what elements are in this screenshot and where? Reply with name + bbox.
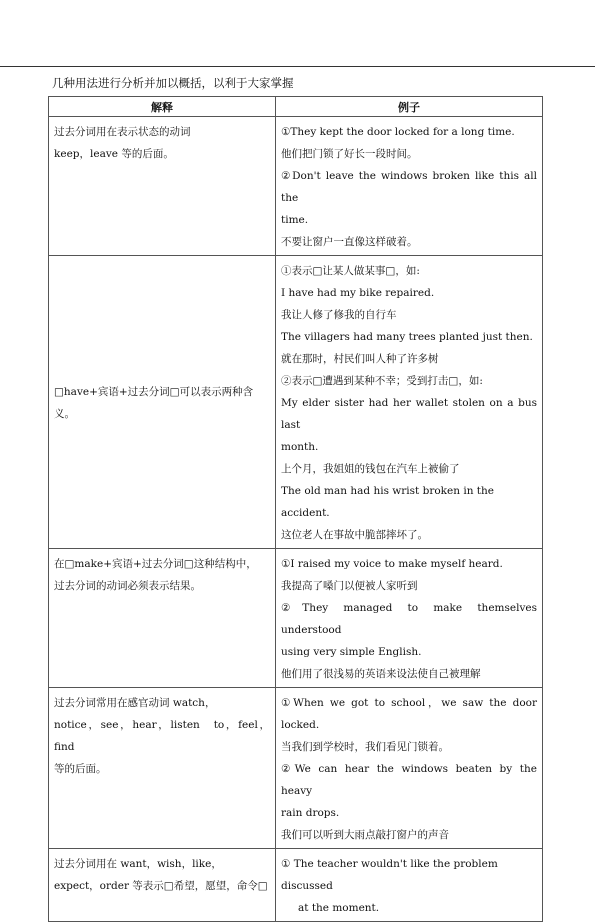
example-line: ②We can hear the windows beaten by the heavy xyxy=(281,763,537,797)
header-explanation: 解释 xyxy=(49,97,276,117)
header-examples: 例子 xyxy=(276,97,543,117)
example-line: rain drops. xyxy=(281,807,340,819)
intro-text: 几种用法进行分析并加以概括，以利于大家掌握 xyxy=(52,76,294,90)
explanation-line: 过去分词用在表示状态的动词 xyxy=(54,126,191,138)
example-line: ①I raised my voice to make myself heard. xyxy=(281,558,503,570)
explanation-line: 等的后面。 xyxy=(54,763,107,775)
table-header-row xyxy=(49,97,543,117)
table-row xyxy=(49,549,543,688)
example-line: month. xyxy=(281,441,319,453)
example-line: using very simple English. xyxy=(281,646,422,658)
example-line: 就在那时，村民们叫人种了许多树 xyxy=(281,353,439,365)
example-line: 我让人修了修我的自行车 xyxy=(281,309,397,321)
explanation-line: keep，leave 等的后面。 xyxy=(54,148,174,160)
example-cell xyxy=(276,688,543,849)
example-line: 他们把门锁了好长一段时间。 xyxy=(281,148,418,160)
example-cell xyxy=(276,117,543,256)
example-line: 这位老人在事故中脆部摔坏了。 xyxy=(281,529,428,541)
example-line: 上个月，我姐姐的钱包在汽车上被偷了 xyxy=(281,463,460,475)
example-line: locked. xyxy=(281,719,320,731)
explanation-line: 义。 xyxy=(54,408,75,420)
explanation-line: 过去分词用在 want，wish，like， xyxy=(54,858,222,870)
explanation-line: □have+宾语+过去分词□可以表示两种含 xyxy=(54,386,254,398)
explanation-line: expect，order 等表示□希望，愿望，命令□ xyxy=(54,880,268,892)
table-row xyxy=(49,849,543,922)
example-line: 当我们到学校时，我们看见门锁着。 xyxy=(281,741,449,753)
explanation-cell xyxy=(49,117,276,256)
table-row xyxy=(49,117,543,256)
explanation-cell xyxy=(49,688,276,849)
explanation-cell xyxy=(49,256,276,549)
example-line: 不要让窗户一直像这样破着。 xyxy=(281,236,418,248)
example-line: The old man had his wrist broken in the accident. xyxy=(281,485,495,519)
explanation-cell xyxy=(49,849,276,922)
explanation-cell xyxy=(49,549,276,688)
header-rule xyxy=(0,66,595,67)
example-line: The villagers had many trees planted just then. xyxy=(281,331,533,343)
example-cell xyxy=(276,549,543,688)
example-line: ②They managed to make themselves understood xyxy=(281,602,537,636)
explanation-line: 过去分词的动词必须表示结果。 xyxy=(54,580,201,592)
example-line: ②表示□遭遇到某种不幸；受到打击□，如: xyxy=(281,375,483,387)
example-line: 他们用了很浅易的英语来设法使自己被理解 xyxy=(281,668,481,680)
explanation-line: notice，see，hear，listen to，feel，find xyxy=(54,719,270,753)
example-line: time. xyxy=(281,214,309,226)
example-line: ① The teacher wouldn't like the problem discussed xyxy=(281,858,498,892)
grammar-table xyxy=(48,96,543,922)
example-line: ①They kept the door locked for a long time. xyxy=(281,126,515,138)
example-line: My elder sister had her wallet stolen on a bus last xyxy=(281,397,537,431)
example-line: 我们可以听到大雨点敲打窗户的声音 xyxy=(281,829,449,841)
example-line: 我提高了嗓门以便被人家听到 xyxy=(281,580,418,592)
explanation-line: 在□make+宾语+过去分词□这种结构中， xyxy=(54,558,257,570)
example-cell xyxy=(276,256,543,549)
explanation-line: 过去分词常用在感官动词 watch， xyxy=(54,697,216,709)
table-row xyxy=(49,688,543,849)
example-line: ②Don't leave the windows broken like this all the xyxy=(281,170,537,204)
example-line: ①表示□让某人做某事□，如: xyxy=(281,265,420,277)
example-cell xyxy=(276,849,543,922)
example-line: ①When we got to school，we saw the door xyxy=(281,697,537,709)
example-line: I have had my bike repaired. xyxy=(281,287,435,299)
example-line: at the moment. xyxy=(298,902,380,914)
table-row xyxy=(49,256,543,549)
